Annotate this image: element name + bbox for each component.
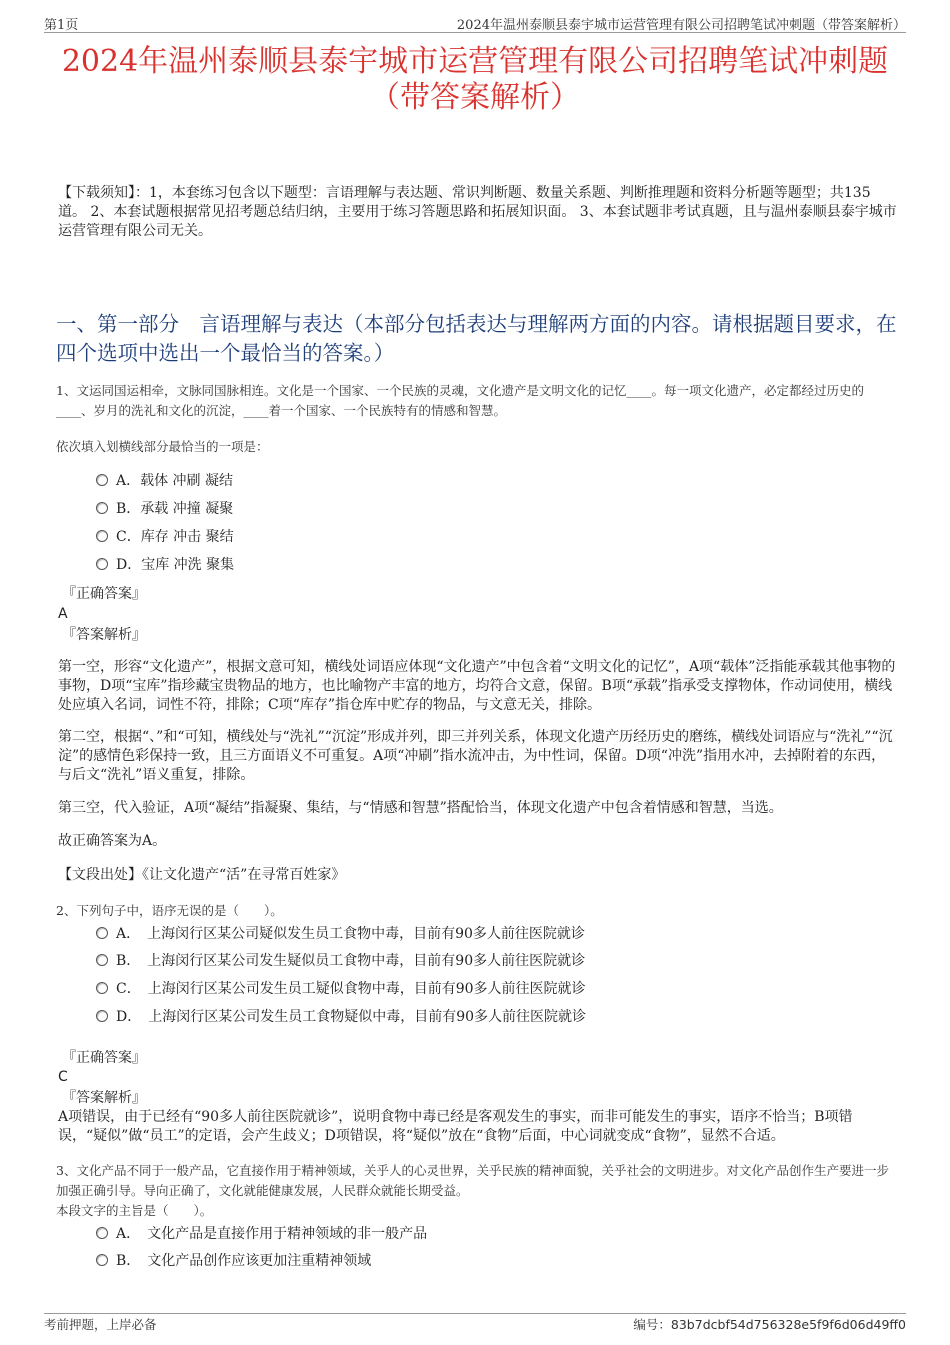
radio-icon[interactable] xyxy=(96,982,108,994)
q3-option-a[interactable] xyxy=(96,1224,427,1244)
q3-prompt: 本段文字的主旨是（ ）。 xyxy=(56,1203,213,1218)
q1-option-d-label: D．宝库 冲洗 聚集 xyxy=(116,557,235,573)
header-divider xyxy=(44,32,906,33)
q2-option-b[interactable] xyxy=(96,951,585,971)
q1-analysis-label: 『答案解析』 xyxy=(62,627,146,643)
q1-source: 【文段出处】《让文化遗产“活”在寻常百姓家》 xyxy=(58,867,346,883)
q1-analysis-para-1: 第一空，形容“文化遗产”，根据文意可知，横线处词语应体现“文化遗产”中包含着“文明文化的记忆”，A项“载体”泛指能承载其他事物的事物，D项“宝库”指珍藏宝贵物品的地方，也比喻物产丰富的地方，均符合文意，保留。B项“承载”指承受支撑物体，作动词使用，横线处应填入名词，词性不符，排除；C项“库存”指仓库中贮存的物品，与文意无关，排除。 xyxy=(58,659,896,713)
page-title xyxy=(40,44,910,116)
radio-icon[interactable] xyxy=(96,474,108,486)
footer-id-label: 编号： xyxy=(633,1317,671,1332)
q1-answer: A xyxy=(58,606,68,622)
radio-icon[interactable] xyxy=(96,1227,108,1239)
q1-answer-label: 『正确答案』 xyxy=(62,586,146,602)
q2-analysis-label: 『答案解析』 xyxy=(62,1090,146,1106)
q2-option-c-label: C． 上海闵行区某公司发生员工疑似食物中毒，目前有90多人前往医院就诊 xyxy=(116,981,586,997)
footer-slogan: 考前押题，上岸必备 xyxy=(44,1317,157,1332)
page-number: 第1页 xyxy=(44,18,79,33)
q1-prompt: 依次填入划横线部分最恰当的一项是： xyxy=(56,439,269,454)
radio-icon[interactable] xyxy=(96,1010,108,1022)
q2-option-b-label: B． 上海闵行区某公司发生疑似员工食物中毒，目前有90多人前往医院就诊 xyxy=(116,953,586,969)
radio-icon[interactable] xyxy=(96,502,108,514)
radio-icon[interactable] xyxy=(96,954,108,966)
download-notice: 【下载须知】：1，本套练习包含以下题型：言语理解与表达题、常识判断题、数量关系题、判断推理题和资料分析题等题型；共135道。 2、本套试题根据常见招考题总结归纳，主要用于练习答题思路和拓展知识面。 3、本套试题非考试真题，且与温州泰顺县泰宇城市运营管理有限公司无关。 xyxy=(58,185,897,239)
q2-option-d[interactable] xyxy=(96,1007,586,1027)
header-doc-title: 2024年温州泰顺县泰宇城市运营管理有限公司招聘笔试冲刺题（带答案解析） xyxy=(456,18,906,33)
q1-option-d[interactable] xyxy=(96,555,234,575)
radio-icon[interactable] xyxy=(96,1254,108,1266)
q3-option-b[interactable] xyxy=(96,1251,371,1271)
q2-option-a-label: A． 上海闵行区某公司疑似发生员工食物中毒，目前有90多人前往医院就诊 xyxy=(116,926,585,942)
q1-option-c-label: C．库存 冲击 聚结 xyxy=(116,529,234,545)
q1-option-b[interactable] xyxy=(96,499,233,519)
footer-id-code: 83b7dcbf54d756328e5f9f6d06d49ff0 xyxy=(670,1317,906,1332)
q2-option-a[interactable] xyxy=(96,924,585,944)
q3-option-a-label: A． 文化产品是直接作用于精神领域的非一般产品 xyxy=(116,1226,428,1242)
q1-option-a[interactable] xyxy=(96,471,233,491)
q1-stem: 1、文运同国运相牵，文脉同国脉相连。文化是一个国家、一个民族的灵魂，文化遗产是文明文化的记忆____。每一项文化遗产，必定都经过历史的____、岁月的洗礼和文化的沉淀，____着一个国家、一个民族特有的情感和智慧。 xyxy=(56,383,864,418)
radio-icon[interactable] xyxy=(96,530,108,542)
q1-option-a-label: A．载体 冲刷 凝结 xyxy=(116,473,234,489)
q2-option-d-label: D． 上海闵行区某公司发生员工食物疑似中毒，目前有90多人前往医院就诊 xyxy=(116,1009,587,1025)
page-header xyxy=(44,14,906,32)
q1-analysis-para-4: 故正确答案为A。 xyxy=(58,833,167,849)
q3-stem: 3、文化产品不同于一般产品，它直接作用于精神领域，关乎人的心灵世界，关乎民族的精神面貌，关乎社会的文明进步。对文化产品创作生产要进一步加强正确引导。导向正确了，文化就能健康发展，人民群众就能长期受益。 xyxy=(56,1163,889,1198)
q1-analysis-para-3: 第三空，代入验证，A项“凝结”指凝聚、集结，与“情感和智慧”搭配恰当，体现文化遗产中包含着情感和智慧，当选。 xyxy=(58,800,783,816)
footer-divider xyxy=(44,1313,906,1314)
q1-analysis-para-2: 第二空，根据“、”和“可知，横线处与“洗礼”“沉淀”形成并列，即三并列关系，体现文化遗产历经历史的磨练，横线处词语应与“洗礼”“沉淀”的感情色彩保持一致，且三方面语义不可重复。A项“冲刷”指水流冲击，为中性词，保留。D项“冲洗”指用水冲，去掉附着的东西，与后文“洗礼”语义重复，排除。 xyxy=(58,729,893,783)
q2-stem: 2、下列句子中，语序无误的是（ ）。 xyxy=(56,903,283,918)
radio-icon[interactable] xyxy=(96,927,108,939)
title-line-2: （带答案解析） xyxy=(370,80,580,115)
radio-icon[interactable] xyxy=(96,558,108,570)
title-line-1: 2024年温州泰顺县泰宇城市运营管理有限公司招聘笔试冲刺题 xyxy=(61,44,889,79)
q2-analysis: A项错误，由于已经有“90多人前往医院就诊”，说明食物中毒已经是客观发生的事实，而非可能发生的事实，语序不恰当；B项错误，“疑似”做“员工”的定语，会产生歧义；D项错误，将“疑似”放在“食物”后面，中心词就变成“食物”，显然不合适。 xyxy=(58,1109,853,1144)
q3-option-b-label: B． 文化产品创作应该更加注重精神领域 xyxy=(116,1253,372,1269)
footer-id xyxy=(633,1315,906,1333)
q2-option-c[interactable] xyxy=(96,979,586,999)
q1-option-b-label: B．承载 冲撞 凝聚 xyxy=(116,501,234,517)
page-footer xyxy=(44,1315,906,1333)
q1-option-c[interactable] xyxy=(96,527,234,547)
q2-answer-label: 『正确答案』 xyxy=(62,1050,146,1066)
section-heading: 一、第一部分 言语理解与表达（本部分包括表达与理解两方面的内容。请根据题目要求，在四个选项中选出一个最恰当的答案。） xyxy=(56,312,897,365)
q2-answer: C xyxy=(58,1069,68,1085)
